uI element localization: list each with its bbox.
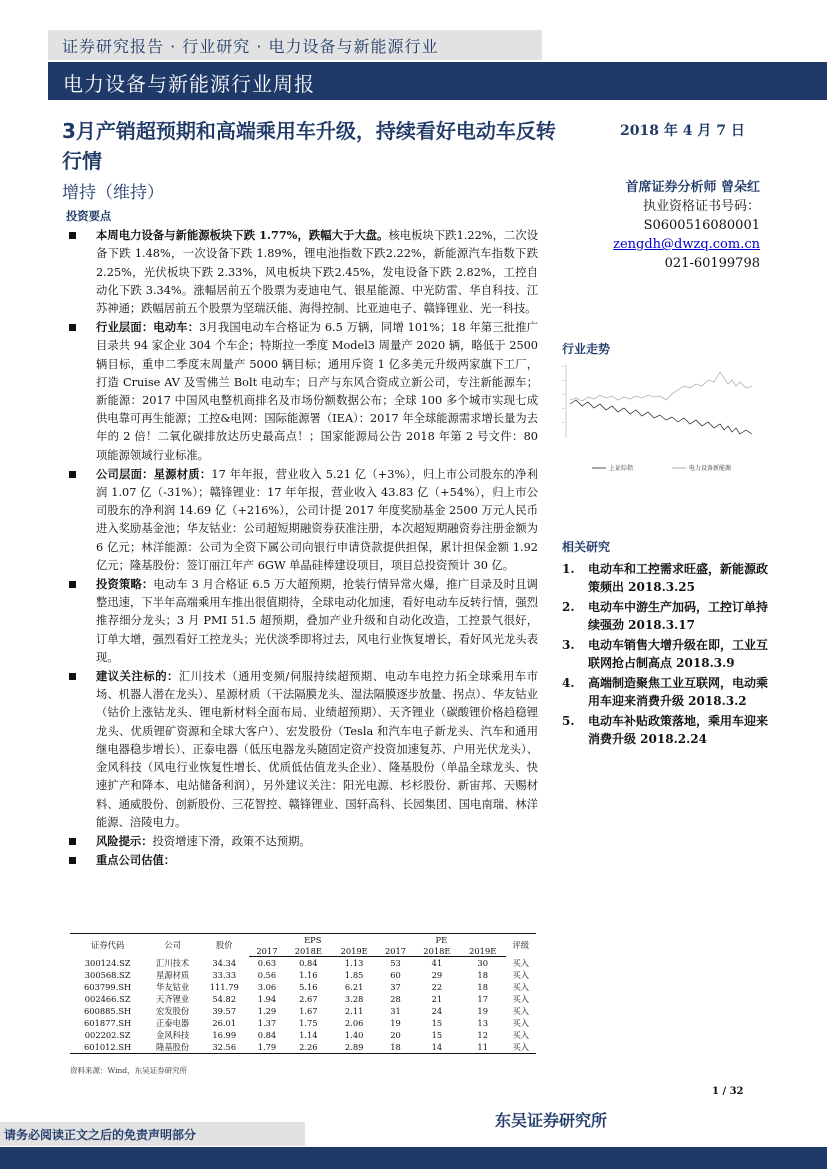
point-lead: 投资策略： (96, 577, 154, 592)
cell-eps: 6.21 (344, 981, 364, 992)
cell-pe: 28 (390, 993, 401, 1004)
cell-code: 603799.SH (84, 981, 132, 992)
point-lead: 重点公司估值： (96, 853, 176, 868)
cell-pe: 19 (390, 1017, 401, 1028)
table-row (70, 1041, 536, 1054)
cell-pe: 37 (390, 981, 401, 992)
cell-code: 300124.SZ (84, 957, 131, 968)
cell-eps: 3.06 (257, 981, 277, 992)
point-lead: 本周电力设备与新能源板块下跌 1.77%，跌幅大于大盘。 (96, 228, 389, 243)
cell-code: 300568.SZ (84, 969, 131, 980)
y-tick: ─ (562, 420, 565, 425)
report-series-title: 电力设备与新能源行业周报 (63, 72, 315, 96)
cell-company: 天齐锂业 (156, 993, 190, 1004)
cell-pe: 22 (431, 981, 443, 992)
cell-price: 54.82 (212, 993, 237, 1004)
cell-price: 32.56 (200, 1041, 249, 1054)
cell-eps: 0.84 (299, 957, 318, 968)
cell-company: 星源材质 (156, 969, 190, 980)
related-item[interactable] (562, 712, 772, 748)
header-code: 证券代码 (70, 934, 145, 957)
y-tick: ─ (562, 378, 565, 383)
table-row (70, 993, 536, 1005)
cell-pe: 13 (477, 1017, 488, 1028)
related-num: 4. (562, 676, 575, 690)
point-lead: 风险提示： (96, 833, 153, 848)
rating: 增持（维持） (62, 183, 164, 203)
cell-code: 002466.SZ (84, 993, 131, 1004)
cell-pe: 31 (390, 1005, 401, 1016)
table-source: 资料来源：Wind，东吴证券研究所 (70, 1066, 188, 1075)
valuation-table-wrap (70, 933, 536, 1054)
cell-pe: 18 (477, 969, 488, 980)
cell-code: 600885.SH (84, 1005, 132, 1016)
breadcrumb: 证券研究报告 · 行业研究 · 电力设备与新能源行业 (62, 37, 439, 56)
cell-rating: 买入 (512, 993, 530, 1004)
related-text: 电动车和工控需求旺盛，新能源政策频出 2018.3.25 (588, 562, 769, 594)
cell-pe: 60 (390, 969, 401, 980)
pe-year: 2019E (460, 945, 506, 957)
cell-pe: 21 (431, 993, 443, 1004)
cell-eps: 0.56 (257, 969, 277, 980)
cell-rating: 买入 (512, 1005, 530, 1016)
y-tick: ─ (562, 364, 565, 369)
related-text: 电动车中游生产加码，工控订单持续强劲 2018.3.17 (588, 600, 769, 632)
point-text: 电动车 3 月合格证 6.5 万大超预期，抢装行情异常火爆，推广目录及时且调整迅速，下半年高端乘用车推出很值期待，全球电动化加速，看好电动车反转行情，强烈推荐细分龙头；3 月 PMI 51.5 超预期，叠加产业升级和自动化改造，工控景气很好，订单大增，强烈看好工控龙头；光伏淡季即将过去，风电行业恢复增长，看好风光龙头表现。 (96, 578, 538, 664)
analyst-phone: 021-60199798 (664, 256, 760, 271)
analyst-email-link[interactable]: zengdh@dwzq.com.cn (613, 237, 760, 252)
related-text: 电动车补贴政策落地，乘用车迎来消费升级 2018.2.24 (588, 714, 769, 746)
cell-pe: 15 (431, 1017, 443, 1028)
cell-rating: 买入 (506, 1041, 536, 1054)
analyst-name: 首席证券分析师 曾朵红 (625, 180, 760, 195)
cell-eps: 0.63 (257, 957, 277, 968)
related-num: 5. (562, 714, 575, 728)
license-label: 执业资格证书号码： (642, 199, 760, 214)
footer-disclaimer: 请务必阅读正文之后的免责声明部分 (4, 1128, 197, 1142)
related-num: 3. (562, 638, 575, 652)
point-text: 核电板块下跌1.22%，二次设备下跌 1.48%，一次设备下跌 1.89%，锂电池指数下跌2.22%，新能源汽车指数下跌 2.25%，光伏板块下跌 2.33%，风电板块下跌2.45%，发电设备下跌 2.82%，工控自动化下跌 3.34%。涨幅居前五个股票为麦迪电气、银星能源、中光防雷、华自科技、江苏神通；跌幅居前五个股票为坚瑞沃能、海得控制、比亚迪电子、赣锋锂业、光一科技。 (96, 229, 539, 316)
point-lead: 公司层面：星源材质： (96, 466, 212, 481)
cell-eps: 1.75 (299, 1017, 318, 1028)
cell-pe: 15 (431, 1029, 443, 1040)
point-text: 3月我国电动车合格证为 6.5 万辆，同增 101%；18 年第三批推广目录共 94 家企业 304 个车企；特斯拉一季度 Model3 周量产 2020 辆，略低于 2500 辆目标，重申二季度末周量产 5000 辆目标；通用斥资 1 亿多美元升级两家旗下工厂，打造 Cruise AV 及雪佛兰 Bolt 电动车；日产与东风合资成立新公司，专注新能源车；新能源：2017 中国风电整机商排名及市场份额数据公布；全球 100 多个城市实现七成供电靠可再生能源；工控&电网：国际能源署（IEA）：2017 年全球能源需求增长量为去年的 2 倍！二氧化碳排放达历史最高点！；国家能源局公告 2018 年第 2 号文件：80 项能源领域行业标准。 (96, 321, 538, 462)
cell-company: 金风科技 (156, 1029, 190, 1040)
cell-eps: 1.94 (257, 993, 277, 1004)
cell-eps: 1.29 (257, 1005, 277, 1016)
cell-eps: 2.67 (299, 993, 318, 1004)
cell-pe: 20 (390, 1029, 401, 1040)
cell-pe: 18 (477, 981, 488, 992)
cell-eps: 2.89 (331, 1041, 377, 1054)
cell-eps: 1.37 (257, 1017, 277, 1028)
trend-chart-svg (562, 360, 762, 490)
point-lead: 建议关注标的： (96, 669, 179, 684)
legend-index: 上证综指 (609, 465, 634, 472)
point-recommend (66, 667, 538, 832)
point-market (66, 226, 538, 318)
cell-pe: 53 (390, 957, 401, 968)
point-company (66, 465, 538, 575)
cell-eps: 1.79 (249, 1041, 286, 1054)
cell-price: 39.57 (212, 1005, 237, 1016)
institute-name: 东吴证券研究所 (495, 1111, 608, 1130)
cell-price: 16.99 (212, 1029, 237, 1040)
pe-year: 2017 (377, 945, 414, 957)
cell-code: 601877.SH (84, 1017, 132, 1028)
related-text: 电动车销售大增升级在即，工业互联网抢占制高点 2018.3.9 (588, 638, 769, 670)
table-row (70, 1017, 536, 1029)
analyst-block (560, 178, 760, 273)
cell-eps: 1.16 (299, 969, 318, 980)
header-pe: PE (377, 934, 506, 946)
cell-pe: 29 (431, 969, 443, 980)
cell-company: 隆基股份 (145, 1041, 200, 1054)
series-sector-line (570, 400, 752, 434)
point-risk (66, 832, 538, 851)
table-row (70, 1005, 536, 1017)
y-tick: ─ (562, 406, 565, 411)
cell-pe: 24 (431, 1005, 443, 1016)
footer-navy-band (0, 1147, 827, 1169)
related-item[interactable] (562, 598, 772, 634)
header-price: 股价 (200, 934, 249, 957)
related-item[interactable] (562, 674, 772, 710)
cell-rating: 买入 (512, 1029, 530, 1040)
investment-points-list (66, 226, 538, 870)
point-valuation (66, 851, 538, 870)
cell-price: 111.79 (209, 981, 239, 992)
y-tick: ─ (562, 392, 565, 397)
table-row (70, 1029, 536, 1041)
eps-year: 2017 (249, 945, 286, 957)
eps-year: 2019E (331, 945, 377, 957)
cell-eps: 2.26 (285, 1041, 331, 1054)
table-row (70, 957, 536, 969)
cell-eps: 1.13 (344, 957, 364, 968)
cell-price: 33.33 (212, 969, 237, 980)
related-num: 1. (562, 562, 575, 576)
valuation-table (70, 933, 536, 1054)
cell-eps: 5.16 (299, 981, 318, 992)
report-title: 3月产销超预期和高端乘用车升级，持续看好电动车反转行情 (62, 119, 556, 173)
point-text: 汇川技术（通用变频/伺服持续超预期、电动车电控力拓全球乘用车市场、机器人潜在龙头）、星源材质（干法隔膜龙头、湿法隔膜逐步放量、拐点）、华友钴业（钴价上涨钴龙头、锂电新材料全面布局、业绩超预期）、天齐锂业（碳酸锂价格趋稳锂龙头、优质锂矿资源和全球大客户）、宏发股份（Tesla 和汽车电子新龙头、汽车和通用继电器稳步增长）、正泰电器（低压电器龙头随固定资产投资加速复苏、户用光伏龙头）、金风科技（风电行业恢复性增长、优质低估值龙头企业）、隆基股份（单晶全球龙头、快速扩产和降本、电站储备利润），另外建议关注：阳光电源、杉杉股份、新宙邦、天赐材料、通威股份、创新股份、三花智控、赣锋锂业、国轩高科、长园集团、国电南瑞、林洋能源、涪陵电力。 (96, 670, 538, 829)
cell-eps: 0.84 (257, 1029, 277, 1040)
cell-eps: 2.11 (344, 1005, 364, 1016)
cell-company: 汇川技术 (156, 957, 190, 968)
cell-eps: 1.40 (344, 1029, 364, 1040)
report-date: 2018 年 4 月 7 日 (620, 123, 745, 139)
legend-sector: 电力设备新能源 (689, 465, 732, 472)
cell-rating: 买入 (512, 981, 530, 992)
license-number: S0600516080001 (643, 218, 760, 233)
related-title: 相关研究 (562, 540, 611, 554)
point-lead: 行业层面：电动车： (96, 320, 200, 335)
cell-company: 华友钴业 (156, 981, 190, 992)
series-index-line (570, 372, 752, 401)
header-navy-band (48, 62, 827, 100)
header-eps: EPS (249, 934, 378, 946)
table-row (70, 981, 536, 993)
cell-eps: 1.14 (299, 1029, 318, 1040)
cell-pe: 41 (431, 957, 443, 968)
pe-year: 2018E (414, 945, 460, 957)
cell-rating: 买入 (512, 1017, 530, 1028)
cell-price: 34.34 (212, 957, 237, 968)
cell-eps: 2.06 (344, 1017, 364, 1028)
cell-pe: 11 (460, 1041, 506, 1054)
related-research-list (562, 560, 772, 750)
valuation-table-body (70, 957, 536, 1054)
header-company: 公司 (145, 934, 200, 957)
table-row (70, 969, 536, 981)
cell-rating: 买入 (512, 957, 530, 968)
cell-company: 正泰电器 (156, 1017, 190, 1028)
header-rating: 评级 (506, 934, 536, 957)
cell-pe: 30 (477, 957, 488, 968)
point-industry (66, 318, 538, 465)
cell-pe: 17 (477, 993, 488, 1004)
related-item[interactable] (562, 560, 772, 596)
related-item[interactable] (562, 636, 772, 672)
point-text: 17 年年报，营业收入 5.21 亿（+3%），归上市公司股东的净利润 1.07 亿（-31%）；赣锋锂业：17 年年报，营业收入 43.83 亿（+54%），归上市公司股东的净利润 14.69 亿（+216%），公司计提 2017 年度奖励基金 2500 万元人民币进入奖励基金池；华友钴业：公司超短期融资券获准注册，本次超短期融资券注册金额为 6 亿元；林洋能源：公司为全资下属公司向银行申请贷款提供担保，累计担保金额 1.92 亿元；隆基股份：签订丽江年产 6GW 单晶硅棒建设项目，项目总投资预计 30 亿。 (96, 467, 538, 572)
cell-code: 601012.SH (70, 1041, 145, 1054)
cell-eps: 1.67 (299, 1005, 318, 1016)
related-num: 2. (562, 600, 575, 614)
cell-pe: 12 (477, 1029, 488, 1040)
related-text: 高端制造聚焦工业互联网，电动乘用车迎来消费升级 2018.3.2 (588, 676, 769, 708)
point-text: 投资增速下滑，政策不达预期。 (152, 834, 311, 848)
page-number: 1 / 32 (712, 1086, 744, 1097)
trend-title: 行业走势 (562, 342, 611, 356)
cell-pe: 14 (414, 1041, 460, 1054)
cell-pe: 18 (377, 1041, 414, 1054)
eps-year: 2018E (285, 945, 331, 957)
point-strategy (66, 575, 538, 667)
cell-price: 26.01 (212, 1017, 237, 1028)
cell-code: 002202.SZ (84, 1029, 131, 1040)
cell-eps: 3.28 (344, 993, 364, 1004)
cell-rating: 买入 (512, 969, 530, 980)
cell-company: 宏发股份 (156, 1005, 190, 1016)
cell-pe: 19 (477, 1005, 488, 1016)
trend-chart (562, 360, 762, 490)
cell-eps: 1.85 (344, 969, 364, 980)
main-body (66, 208, 538, 870)
investment-points-heading: 投资要点 (66, 210, 112, 223)
